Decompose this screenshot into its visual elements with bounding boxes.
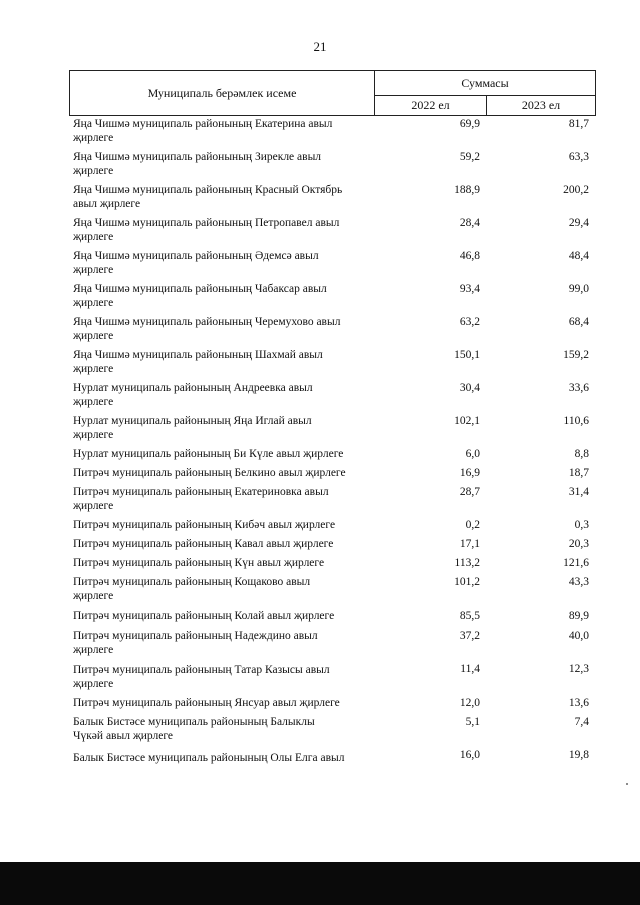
value-2023: 81,7 <box>568 118 589 130</box>
municipality-name <box>73 557 373 571</box>
page-number: 21 <box>313 39 327 54</box>
municipality-name-line: Питрәч муниципаль районының Татар Казысы авыл <box>73 664 330 676</box>
value-2023: 63,3 <box>568 151 589 163</box>
municipality-name-line: җирлеге <box>73 362 114 375</box>
municipality-name-line: Питрәч муниципаль районының Екатериновка авыл <box>73 486 329 498</box>
municipality-name <box>73 630 373 657</box>
municipality-name <box>73 467 373 481</box>
value-2023: 110,6 <box>563 415 589 427</box>
municipality-name <box>73 664 373 691</box>
value-2022: 63,2 <box>459 316 480 328</box>
value-2022: 93,4 <box>459 283 480 295</box>
value-2022: 16,9 <box>459 467 480 479</box>
header-sum-column: Суммасы <box>375 71 595 96</box>
value-2022: 0,2 <box>465 519 480 531</box>
municipality-name-line: Яңа Чишмә муниципаль районының Красный Октябрь <box>73 184 343 196</box>
municipality-name-line: җирлеге <box>73 428 114 441</box>
value-2022: 102,1 <box>454 415 480 427</box>
value-2022: 37,2 <box>459 630 480 642</box>
value-2022: 150,1 <box>454 349 480 361</box>
municipality-name-line: Нурлат муниципаль районының Би Күле авыл җирлеге <box>73 448 344 460</box>
municipality-name-line: Яңа Чишмә муниципаль районының Екатерина авыл <box>73 118 333 130</box>
municipality-name-line: Питрәч муниципаль районының Кибәч авыл җирлеге <box>73 519 336 531</box>
value-2023: 43,3 <box>568 576 589 588</box>
value-2022: 30,4 <box>459 382 480 394</box>
municipality-name <box>73 184 373 211</box>
table-header <box>69 70 596 116</box>
municipality-name <box>73 283 373 310</box>
municipality-name <box>73 382 373 409</box>
municipality-name-line: Яңа Чишмә муниципаль районының Черемухово авыл <box>73 316 341 328</box>
municipality-name-line: Питрәч муниципаль районының Кощаково авыл <box>73 576 311 588</box>
municipality-name-line: җирлеге <box>73 329 114 342</box>
value-2023: 200,2 <box>563 184 589 196</box>
municipality-name <box>73 250 373 277</box>
value-2023: 89,9 <box>568 610 589 622</box>
municipality-name-line: Яңа Чишмә муниципаль районының Әдемсә авыл <box>73 250 319 262</box>
municipality-name <box>73 610 373 624</box>
municipality-name-line: Яңа Чишмә муниципаль районының Чабаксар авыл <box>73 283 327 295</box>
municipality-name-line: җирлеге <box>73 164 114 177</box>
municipality-name-line: җирлеге <box>73 230 114 243</box>
value-2022: 12,0 <box>459 697 480 709</box>
value-2022: 188,9 <box>454 184 480 196</box>
municipality-name-line: Нурлат муниципаль районының Андреевка авыл <box>73 382 313 394</box>
municipality-name-line: Питрәч муниципаль районының Белкино авыл җирлеге <box>73 467 346 479</box>
value-2022: 113,2 <box>454 557 480 569</box>
value-2023: 29,4 <box>568 217 589 229</box>
value-2023: 121,6 <box>563 557 589 569</box>
municipality-name-line: Нурлат муниципаль районының Яңа Иглай авыл <box>73 415 312 427</box>
value-2023: 12,3 <box>568 663 589 675</box>
value-2022: 11,4 <box>460 663 480 675</box>
value-2023: 13,6 <box>568 697 589 709</box>
value-2022: 17,1 <box>459 538 480 550</box>
municipality-name <box>73 576 373 603</box>
municipality-name <box>73 538 373 552</box>
value-2022: 69,9 <box>459 118 480 130</box>
municipality-name-line: Яңа Чишмә муниципаль районының Шахмай авыл <box>73 349 323 361</box>
value-2022: 6,0 <box>465 448 480 460</box>
municipality-name-line: Балык Бистәсе муниципаль районының Олы Елга авыл <box>73 752 345 764</box>
municipality-name <box>73 448 373 462</box>
scan-mark <box>626 783 628 785</box>
value-2023: 31,4 <box>568 486 589 498</box>
municipality-name <box>73 217 373 244</box>
municipality-name-line: җирлеге <box>73 499 114 512</box>
header-year-2023: 2023 ел <box>521 98 561 112</box>
value-2023: 48,4 <box>568 250 589 262</box>
municipality-name-line: Яңа Чишмә муниципаль районының Петропавел авыл <box>73 217 340 229</box>
value-2023: 19,8 <box>568 749 589 761</box>
municipality-name <box>73 752 373 766</box>
municipality-name-line: авыл җирлеге <box>73 197 141 210</box>
municipality-name-line: җирлеге <box>73 296 114 309</box>
municipality-name-line: җирлеге <box>73 643 114 656</box>
municipality-name <box>73 316 373 343</box>
value-2023: 33,6 <box>568 382 589 394</box>
municipality-name-line: Питрәч муниципаль районының Колай авыл җирлеге <box>73 610 335 622</box>
value-2022: 101,2 <box>454 576 480 588</box>
municipality-name-line: җирлеге <box>73 589 114 602</box>
municipality-name <box>73 697 373 711</box>
municipality-name-line: җирлеге <box>73 677 114 690</box>
municipality-name-line: Балык Бистәсе муниципаль районының Балыклы <box>73 716 315 728</box>
value-2023: 8,8 <box>574 448 589 460</box>
municipality-name-line: җирлеге <box>73 395 114 408</box>
municipality-name <box>73 716 373 743</box>
municipality-name-line: Питрәч муниципаль районының Янсуар авыл җирлеге <box>73 697 340 709</box>
value-2023: 159,2 <box>563 349 589 361</box>
municipality-name-line: җирлеге <box>73 131 114 144</box>
value-2022: 16,0 <box>459 749 480 761</box>
municipality-name <box>73 415 373 442</box>
municipality-name <box>73 486 373 513</box>
value-2022: 46,8 <box>459 250 480 262</box>
municipality-name-line: Питрәч муниципаль районының Күн авыл җирлеге <box>73 557 325 569</box>
header-name-column: Муниципаль берәмлек исеме <box>70 71 375 115</box>
value-2022: 5,1 <box>465 716 480 728</box>
value-2022: 59,2 <box>459 151 480 163</box>
municipality-name-line: Питрәч муниципаль районының Кавал авыл җирлеге <box>73 538 334 550</box>
municipality-name-line: Яңа Чишмә муниципаль районының Зирекле авыл <box>73 151 322 163</box>
value-2022: 28,4 <box>459 217 480 229</box>
value-2022: 85,5 <box>459 610 480 622</box>
value-2023: 99,0 <box>568 283 589 295</box>
scan-bottom-border <box>0 862 640 905</box>
municipality-name <box>73 349 373 376</box>
value-2022: 28,7 <box>459 486 480 498</box>
value-2023: 68,4 <box>568 316 589 328</box>
value-2023: 7,4 <box>574 716 589 728</box>
municipality-name-line: Чүкәй авыл җирлеге <box>73 729 174 742</box>
municipality-name-line: Питрәч муниципаль районының Надеждино авыл <box>73 630 318 642</box>
value-2023: 20,3 <box>568 538 589 550</box>
value-2023: 40,0 <box>568 630 589 642</box>
header-year-2022: 2022 ел <box>375 96 487 115</box>
municipality-name-line: җирлеге <box>73 263 114 276</box>
value-2023: 18,7 <box>568 467 589 479</box>
municipality-name <box>73 519 373 533</box>
municipality-name <box>73 118 373 145</box>
municipality-name <box>73 151 373 178</box>
value-2023: 0,3 <box>574 519 589 531</box>
